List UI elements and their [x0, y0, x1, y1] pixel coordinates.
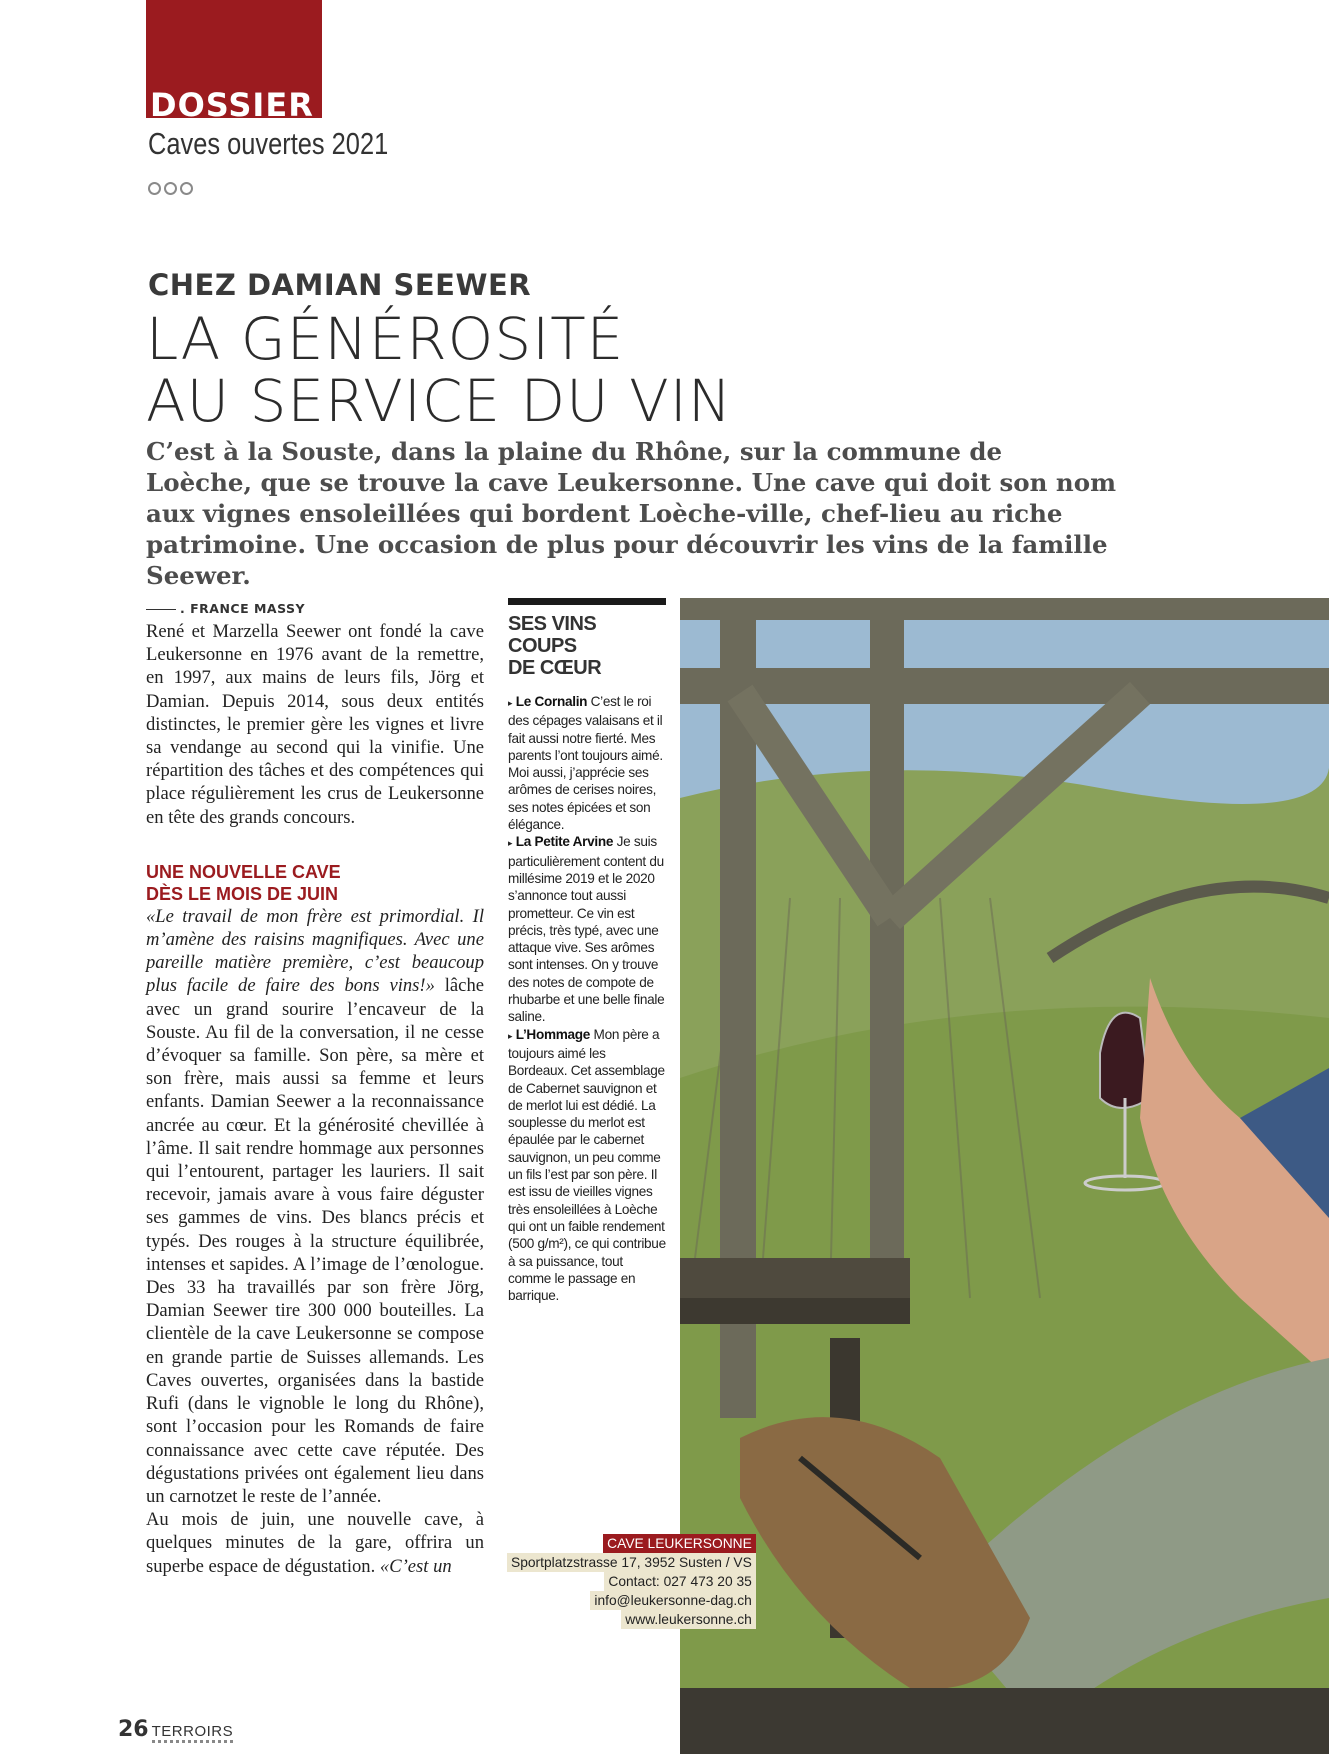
- sidebar-box: [508, 598, 666, 1304]
- decorative-dots: [148, 182, 193, 195]
- article-body-column: [146, 620, 484, 1578]
- photo-illustration: [680, 598, 1329, 1754]
- triangle-icon: ▸: [508, 698, 513, 708]
- page-footer: [118, 1717, 233, 1743]
- wine-name: La Petite Arvine: [515, 834, 614, 850]
- wine-description: C’est le roi des cépages valaisans et il fait aussi notre fierté. Mes parents l’ont toujours aimé. Moi aussi, j’apprécie ses arômes de cerises noires, ses notes épicées et son élégance.: [508, 694, 663, 833]
- paragraph: René et Marzella Seewer ont fondé la cave Leukersonne en 1976 avant de la remettre, en 1997, aux mains de leurs fils, Jörg et Damian. Depuis 2014, sous deux entités distinctes, le premier gère les vignes et livre sa vendange au second qui la vinifie. Une répartition des tâches et des compétences qui place régulièrement les crus de Leukersonne en tête des grands concours.: [146, 621, 484, 828]
- sidebar-title-line-2: DE CŒUR: [508, 657, 602, 679]
- article-headline: [146, 305, 733, 435]
- page-number: 26: [118, 1717, 149, 1742]
- byline: . FRANCE MASSY: [146, 601, 305, 616]
- section-label: DOSSIER: [150, 86, 314, 124]
- wine-description: Mon père a toujours aimé les Bordeaux. Cet assemblage de Cabernet sauvignon et de merlot lui est dédié. La souplesse du merlot est épaulée par le cabernet sauvignon, un peu comme un fils l’est par son père. Il est issu de vieilles vignes très ensoleillées à Loèche qui ont un faible rendement (500 g/m²), ce qui contribue à sa puissance, tout comme le passage en barrique.: [508, 1026, 666, 1304]
- winery-name: CAVE LEUKERSONNE: [603, 1534, 756, 1553]
- magazine-name: TERROIRS: [152, 1723, 234, 1743]
- quote: «Le travail de mon frère est primordial. Il m’amène des raisins magnifiques. Avec une pareille matière première, c’est beaucoup plus facile de faire des bons vins!»: [146, 905, 484, 997]
- headline-line-1: LA GÉNÉROSITÉ: [146, 305, 625, 373]
- wine-description: Je suis particulièrement content du millésime 2019 et le 2020 s’annonce tout aussi prometteur. Ce vin est précis, très typé, avec une attaque vive. Ses arômes sont intenses. On y trouve des notes de compote de rhubarbe et une belle finale saline.: [508, 834, 665, 1025]
- address-box: [507, 1534, 756, 1629]
- winemaker-photo: [680, 598, 1329, 1754]
- sidebar-rule: [508, 598, 666, 605]
- paragraph: [146, 905, 484, 1508]
- subheading-line-1: UNE NOUVELLE CAVE: [146, 861, 341, 882]
- subheading-line-2: DÈS LE MOIS DE JUIN: [146, 883, 339, 904]
- wine-item: [508, 1026, 666, 1305]
- wine-name: L’Hommage: [515, 1026, 591, 1042]
- wine-item: [508, 693, 666, 833]
- email-address: info@leukersonne-dag.ch: [590, 1591, 755, 1610]
- wine-name: Le Cornalin: [515, 694, 588, 709]
- article-lead: C’est à la Souste, dans la plaine du Rhône, sur la commune de Loèche, que se trouve la cave Leukersonne. Une cave qui doit son nom aux vignes ensoleillées qui bordent Loèche-ville, chef-lieu au riche patrimoine. Une occasion de plus pour découvrir les vins de la famille Seewer.: [146, 437, 1116, 590]
- triangle-icon: ▸: [508, 838, 513, 849]
- headline-line-2: AU SERVICE DU VIN: [146, 367, 733, 435]
- paragraph: [146, 1508, 484, 1578]
- triangle-icon: ▸: [508, 1030, 513, 1041]
- article-kicker: CHEZ DAMIAN SEEWER: [148, 268, 532, 302]
- street-address: Sportplatzstrasse 17, 3952 Susten / VS: [507, 1553, 756, 1572]
- paragraph-text: Au mois de juin, une nouvelle cave, à quelques minutes de la gare, offrira un superbe espace de dégustation.: [146, 1509, 484, 1577]
- section-subtitle: Caves ouvertes 2021: [148, 126, 389, 161]
- sidebar-title: [508, 613, 666, 679]
- contact-phone: Contact: 027 473 20 35: [604, 1572, 755, 1591]
- website-address: www.leukersonne.ch: [621, 1610, 756, 1629]
- quote: «C’est un: [379, 1555, 452, 1577]
- article-subheading: [146, 861, 484, 905]
- paragraph-text: lâche avec un grand sourire l’encaveur de la Souste. Au fil de la conversation, il ne cesse d’évoquer sa famille. Son père, sa mère et son frère, mais aussi sa femme et leurs enfants. Damian Seewer a la reconnaissance ancrée au cœur. Et la générosité chevillée à l’âme. Il sait rendre hommage aux personnes qui l’entourent, partager les lauriers. Il sait recevoir, jamais avare à vous faire déguster ses gammes de vins. Des blancs précis et typés. Des rouges à la structure équilibrée, intenses et sapides. A l’image de l’œnologue. Des 33 ha travaillés par son frère Jörg, Damian Seewer tire 300 000 bouteilles. La clientèle de la cave Leukersonne se compose en grande partie de Suisses allemands. Les Caves ouvertes, organisées dans la bastide Rufi (dans le vignoble le long du Rhône), sont l’occasion pour les Romands de faire connaissance avec cette cave réputée. Des dégustations privées ont également lieu dans un carnotzet le reste de l’année.: [146, 975, 484, 1507]
- sidebar-title-line-1: SES VINS COUPS: [508, 613, 597, 657]
- wine-item: [508, 833, 666, 1025]
